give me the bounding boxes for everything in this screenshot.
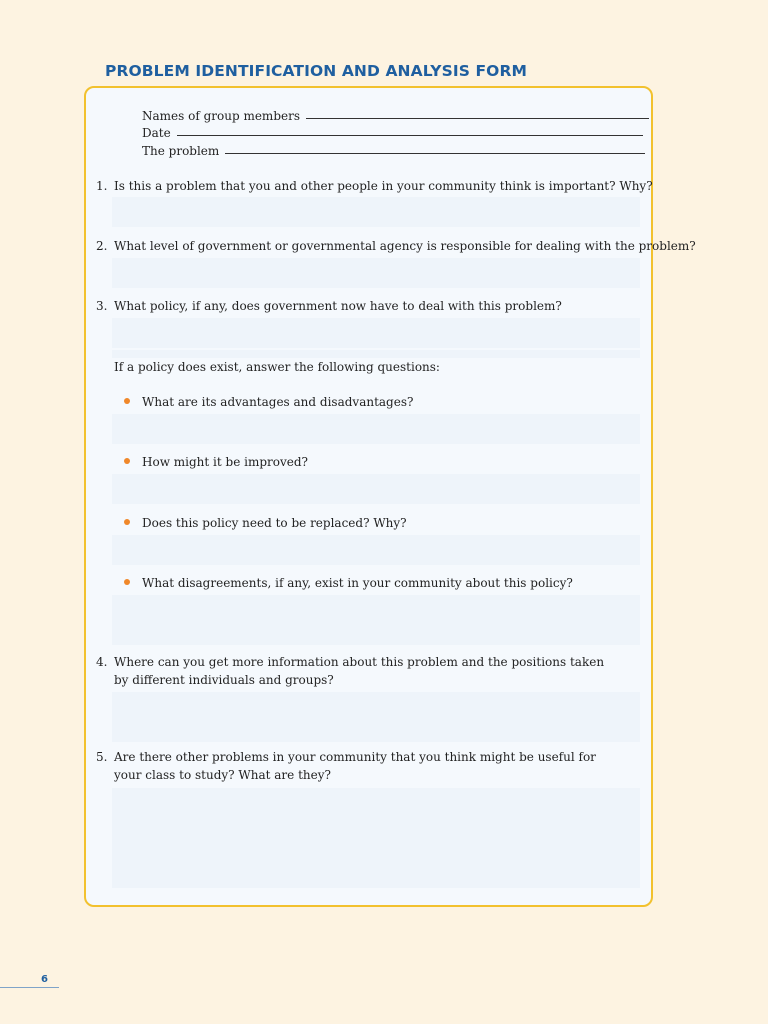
answer-area-bullet-1[interactable] [112, 414, 640, 444]
date-field-label: Date [142, 126, 171, 140]
problem-field-label: The problem [142, 144, 220, 158]
answer-area-bullet-3[interactable] [112, 535, 640, 565]
question-2-number: 2. [96, 239, 108, 253]
question-3-number: 3. [96, 299, 108, 313]
bullet-icon [124, 579, 130, 585]
answer-area-bullet-4[interactable] [112, 595, 640, 645]
answer-area-q2[interactable] [112, 258, 640, 288]
page-number: 6 [41, 974, 48, 985]
form-title: PROBLEM IDENTIFICATION AND ANALYSIS FORM [105, 62, 528, 80]
bullet-icon [124, 398, 130, 404]
bullet-icon [124, 519, 130, 525]
answer-area-q1[interactable] [112, 197, 640, 227]
answer-area-q5[interactable] [112, 788, 640, 888]
answer-area-q4[interactable] [112, 692, 640, 742]
question-4-number: 4. [96, 655, 108, 669]
bullet-icon [124, 458, 130, 464]
names-field-label: Names of group members [142, 109, 300, 123]
date-field-line[interactable] [177, 135, 643, 136]
names-field-row [142, 107, 649, 123]
answer-area-bullet-2[interactable] [112, 474, 640, 504]
policy-intro-text: If a policy does exist, answer the following questions: [114, 360, 440, 374]
question-4-text-line-2: by different individuals and groups? [114, 673, 334, 687]
question-5-number: 5. [96, 750, 108, 764]
question-1-text: Is this a problem that you and other people in your community think is important? Why? [114, 179, 653, 193]
page-number-rule [0, 987, 59, 988]
policy-question-4: What disagreements, if any, exist in your community about this policy? [142, 576, 573, 590]
date-field-row [142, 124, 643, 140]
question-5-text-line-1: Are there other problems in your community that you think might be useful for [114, 750, 596, 764]
answer-area-intro [112, 350, 640, 358]
question-2-text: What level of government or governmental agency is responsible for dealing with the problem? [114, 239, 696, 253]
names-field-line[interactable] [306, 118, 649, 119]
question-3-text: What policy, if any, does government now have to deal with this problem? [114, 299, 562, 313]
question-1-number: 1. [96, 179, 108, 193]
policy-question-2: How might it be improved? [142, 455, 308, 469]
policy-question-1: What are its advantages and disadvantages? [142, 395, 414, 409]
answer-area-q3[interactable] [112, 318, 640, 348]
policy-question-3: Does this policy need to be replaced? Why? [142, 516, 407, 530]
question-5-text-line-2: your class to study? What are they? [114, 768, 331, 782]
problem-field-row [142, 142, 645, 158]
problem-field-line[interactable] [225, 153, 645, 154]
question-4-text-line-1: Where can you get more information about this problem and the positions taken [114, 655, 605, 669]
